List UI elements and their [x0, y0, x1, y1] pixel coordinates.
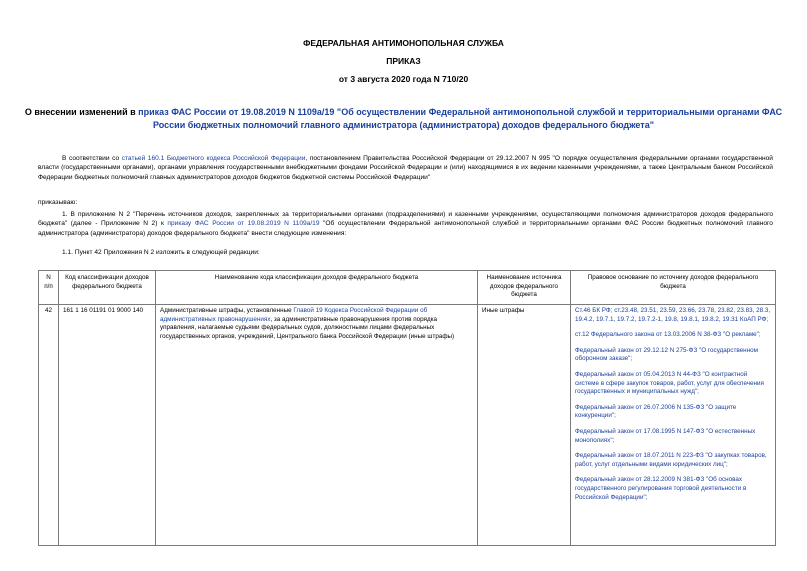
cell-name-text-a: Административные штрафы, установленные [160, 307, 294, 314]
item-1-text-b: "Об осуществлении Федеральной антимонопольной службой и территориальными органами ФАС России бюджетных полномочий главного администратора (администратора) доходов федерального бюджета" внести следующие изменения: [38, 220, 773, 237]
title-order-link[interactable]: приказ ФАС России от 19.08.2019 N 1109а/19 "Об осуществлении Федеральной антимонопольной службой и территориальными органами ФАС России бюджетных полномочий главного администратора (администратора) доходов федерального бюджета" [138, 107, 783, 130]
table-header-row [39, 271, 776, 305]
title-prefix: О внесении изменений в [24, 107, 139, 117]
table-row [39, 305, 776, 546]
doc-date-number: от 3 августа 2020 года N 710/20 [338, 74, 469, 84]
cell-name [156, 305, 478, 546]
basis-link-6[interactable]: Федеральный закон от 17.08.1995 N 147-ФЗ "О естественных монополиях"; [575, 427, 756, 444]
col-header-name: Наименование кода классификации доходов федерального бюджета [156, 271, 478, 305]
basis-link-7[interactable]: Федеральный закон от 18.07.2011 N 223-ФЗ "О закупках товаров, работ, услуг отдельными видами юридических лиц"; [575, 452, 767, 468]
col-header-basis: Правовое основание по источнику доходов федерального бюджета [571, 271, 776, 305]
basis-link-4[interactable]: Федеральный закон от 05.04.2013 N 44-ФЗ "О контрактной системе в сфере закупок товаров, работ, услуг для обеспечения государственных и муниципальных нужд"; [575, 370, 764, 396]
col-header-code: Код классификации доходов федерального бюджета [59, 271, 156, 305]
item-1-text-a: 1. В приложение N 2 "Перечень источников доходов, закрепленных за территориальными органами (подразделениями) и казенными учреждениями, осуществляющими полномочия администраторов доходов федерального бюджета" (далее - Приложение N 2) к [38, 211, 773, 228]
basis-link-8[interactable]: Федеральный закон от 28.12.2009 N 381-ФЗ "Об основах государственного регулирования торговой деятельности в Российской Федерации"; [575, 476, 747, 501]
cell-code: 161 1 16 01191 01 9000 140 [59, 305, 156, 546]
cell-basis [571, 305, 776, 546]
document-title [20, 106, 787, 132]
cell-num: 42 [39, 305, 59, 546]
item-1-order-link[interactable]: приказу ФАС России от 19.08.2019 N 1109а/19 [167, 220, 320, 228]
basis-link-1[interactable]: Ст.46 БК РФ; ст.23.48, 23.51, 23.59, 23.66, 23.78, 23.82, 23.83, 28.3, 19.4.2, 19.7.1, 19.7.2, 19.7.2-1, 19.8, 19.8.1, 19.8.2, 19.31 КоАП РФ; [575, 307, 771, 323]
agency-name: ФЕДЕРАЛЬНАЯ АНТИМОНОПОЛЬНАЯ СЛУЖБА [303, 38, 504, 48]
basis-link-5[interactable]: Федеральный закон от 26.07.2006 N 135-ФЗ "О защите конкуренции"; [575, 403, 737, 420]
revenue-table [38, 270, 776, 546]
preamble-text-b: , постановлением Правительства Российской Федерации от 29.12.2007 N 995 "О порядке осуществления федеральными органами государственной власти (государственными органами), органами управления государственными внебюджетными фондами Российской Федерации и (или) находящимися в их ведении казенными учреждениями, а также Центральным банком Российской Федерации бюджетных полномочий главных администраторов доходов бюджетов бюджетной системы Российской Федерации" [38, 155, 773, 181]
cell-name-text-b: , за административные правонарушения против порядка управления, налагаемые судьями федеральных судов, должностными лицами федеральных государственных органов, учреждений, Центрального банка Российской Федерации (иные штрафы) [160, 315, 455, 340]
col-header-num: N п/п [39, 271, 59, 305]
preamble-text-a: В соответствии со [62, 155, 122, 162]
koap-chapter-19-link[interactable]: Главой 19 Кодекса Российской Федерации об административных правонарушениях [160, 307, 428, 323]
budget-code-link[interactable]: статьей 160.1 Бюджетного кодекса Российской Федерации [121, 155, 306, 162]
preamble-paragraph [38, 154, 773, 182]
basis-link-3[interactable]: Федеральный закон от 29.12.12 N 275-ФЗ "О государственном оборонном заказе"; [575, 346, 758, 363]
item-1-1-paragraph: 1.1. Пункт 42 Приложения N 2 изложить в следующей редакции: [62, 249, 260, 256]
order-word: приказываю: [38, 199, 78, 206]
item-1-paragraph [38, 210, 773, 238]
col-header-source: Наименование источника доходов федерального бюджета [478, 271, 571, 305]
basis-link-2[interactable]: ст.12 Федерального закона от 13.03.2006 N 38-ФЗ "О рекламе"; [575, 331, 761, 339]
doc-type: ПРИКАЗ [386, 56, 421, 66]
cell-source: Иные штрафы [478, 305, 571, 546]
